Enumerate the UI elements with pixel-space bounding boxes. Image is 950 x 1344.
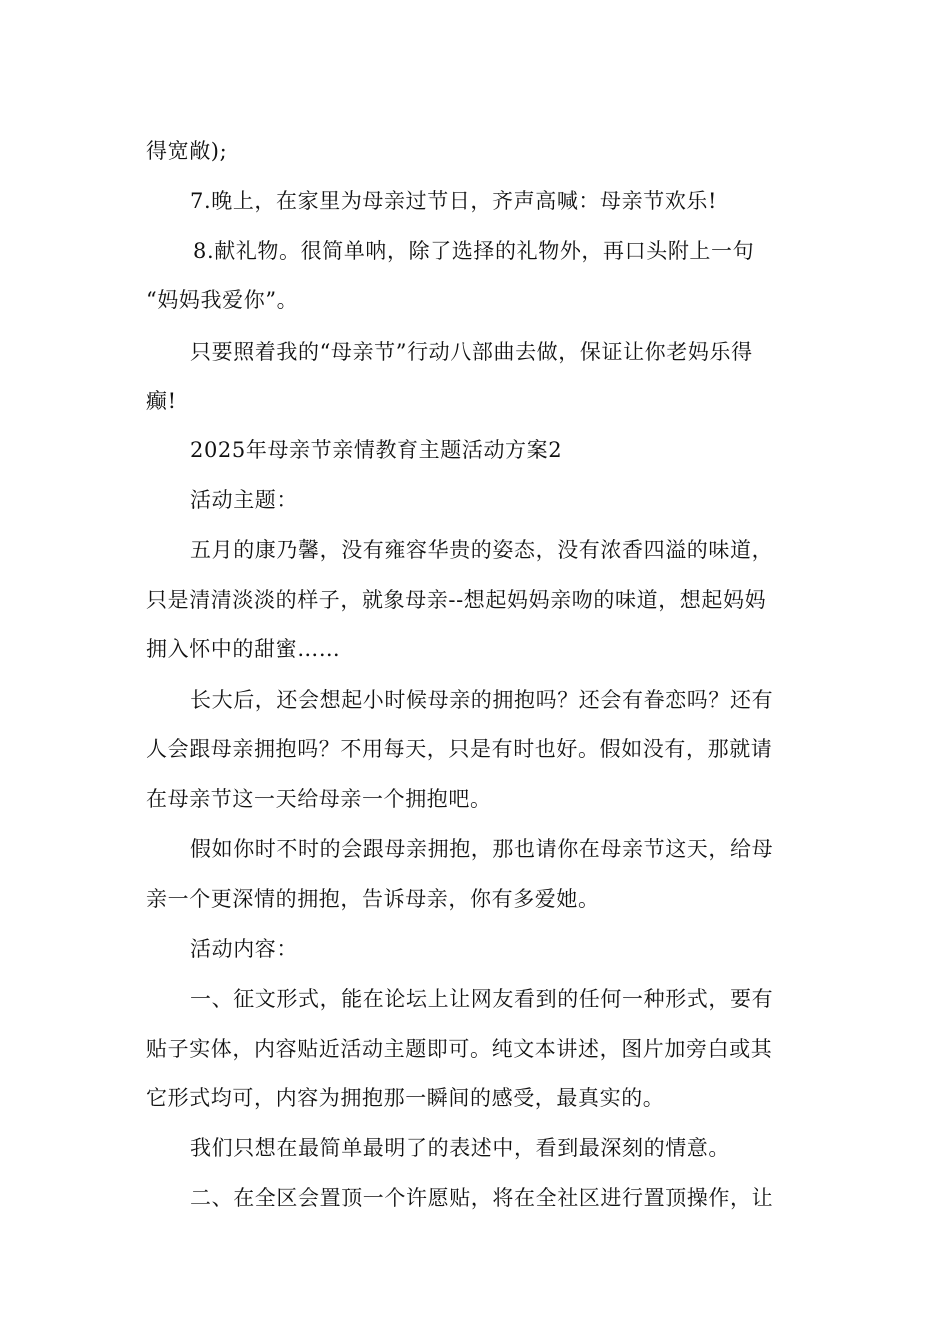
text-line: 7.晚上，在家里为母亲过节日，齐声高喊：母亲节欢乐!	[190, 189, 718, 213]
text-line: 人会跟母亲拥抱吗？不用每天，只是有时也好。假如没有，那就请	[146, 737, 773, 761]
text-line: 得宽敞);	[146, 139, 228, 163]
text-line: 活动主题：	[190, 488, 298, 512]
text-line: 只要照着我的“母亲节”行动八部曲去做，保证让你老妈乐得	[190, 340, 753, 364]
text-line: 贴子实体，内容贴近活动主题即可。纯文本讲述，图片加旁白或其	[146, 1037, 773, 1061]
text-line: 癫!	[146, 389, 177, 413]
text-line: 活动内容：	[190, 937, 298, 961]
text-line: 8.献礼物。很简单呐，除了选择的礼物外，再口头附上一句	[193, 239, 755, 263]
text-line: 拥入怀中的甜蜜……	[146, 637, 341, 661]
text-line: 我们只想在最简单最明了的表述中，看到最深刻的情意。	[190, 1136, 730, 1160]
text-line: 只是清清淡淡的样子，就象母亲--想起妈妈亲吻的味道，想起妈妈	[146, 588, 767, 612]
section-heading: 2025年母亲节亲情教育主题活动方案2	[190, 438, 563, 462]
text-line: 在母亲节这一天给母亲一个拥抱吧。	[146, 787, 492, 811]
text-line: 二、在全区会置顶一个许愿贴，将在全社区进行置顶操作，让	[190, 1186, 774, 1210]
text-line: “妈妈我爱你”。	[146, 288, 299, 312]
text-line: 它形式均可，内容为拥抱那一瞬间的感受，最真实的。	[146, 1086, 665, 1110]
text-line: 长大后，还会想起小时候母亲的拥抱吗？还会有眷恋吗？还有	[190, 688, 774, 712]
text-line: 亲一个更深情的拥抱，告诉母亲，你有多爱她。	[146, 887, 600, 911]
text-line: 假如你时不时的会跟母亲拥抱，那也请你在母亲节这天，给母	[190, 837, 774, 861]
text-line: 五月的康乃馨，没有雍容华贵的姿态，没有浓香四溢的味道，	[190, 538, 774, 562]
text-line: 一、征文形式，能在论坛上让网友看到的任何一种形式，要有	[190, 987, 774, 1011]
